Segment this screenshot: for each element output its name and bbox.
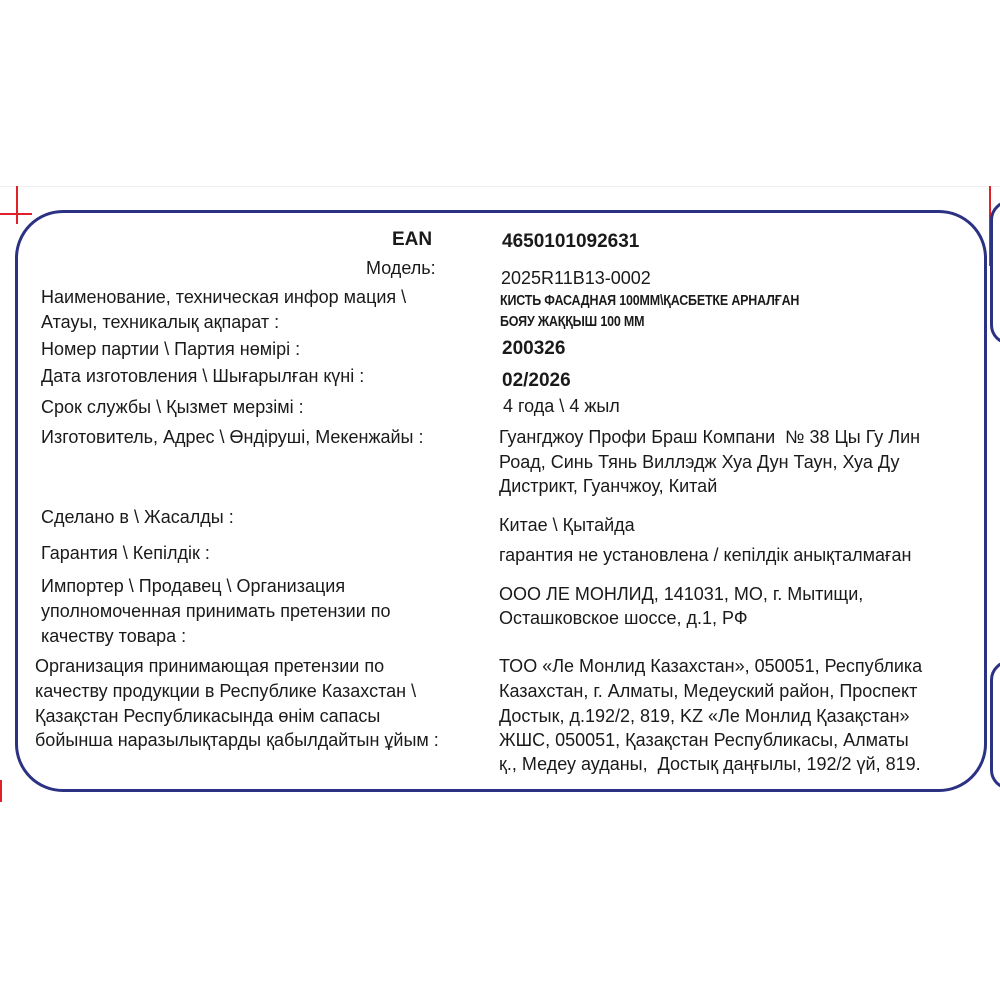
name-label-line-1: Наименование, техническая инфор мация \ xyxy=(41,287,407,307)
claims-org-label-line-4: бойынша наразылықтарды қабылдайтын ұйым : xyxy=(35,730,439,750)
importer-label-line-2: уполномоченная принимать претензии по xyxy=(41,601,391,621)
made-in-label: Сделано в \ Жасалды : xyxy=(41,507,234,527)
ean-value: 4650101092631 xyxy=(502,231,640,252)
crop-mark-vertical xyxy=(16,186,18,224)
claims-org-value-line-3: Достык, д.192/2, 819, KZ «Ле Монлид Қазақстан» xyxy=(499,706,910,726)
model-value: 2025R11B13-0002 xyxy=(501,268,651,288)
service-life-value: 4 года \ 4 жыл xyxy=(503,396,620,416)
importer-label-line-3: качеству товара : xyxy=(41,626,187,646)
manufacturer-label: Изготовитель, Адрес \ Өндіруші, Мекенжайы : xyxy=(41,427,424,447)
claims-org-label-line-3: Қазақстан Республикасында өнім сапасы xyxy=(35,706,381,726)
batch-label: Номер партии \ Партия нөмірі : xyxy=(41,339,301,359)
claims-org-value-line-4: ЖШС, 050051, Қазақстан Республикасы, Алматы xyxy=(499,730,909,750)
manufacture-date-label: Дата изготовления \ Шығарылған күні : xyxy=(41,366,365,386)
claims-org-label-line-1: Организация принимающая претензии по xyxy=(35,656,385,676)
crop-mark-bottom-left xyxy=(0,780,2,802)
name-label-line-2: Атауы, техникалық ақпарат : xyxy=(41,312,280,332)
warranty-label: Гарантия \ Кепілдік : xyxy=(41,543,210,563)
claims-org-label-line-2: качеству продукции в Республике Казахстан \ xyxy=(35,681,417,701)
manufacturer-value-line-1: Гуангджоу Профи Браш Компани № 38 Цы Гу Лин xyxy=(499,427,921,447)
claims-org-value-line-5: қ., Медеу ауданы, Достық даңғылы, 192/2 үй, 819. xyxy=(499,754,921,774)
claims-org-value-line-1: ТОО «Ле Монлид Казахстан», 050051, Республика xyxy=(499,656,923,676)
warranty-value: гарантия не установлена / кепілдік анықталмаған xyxy=(499,545,912,565)
ean-label: EAN xyxy=(392,229,433,250)
name-value-line-2: БОЯУ ЖАҚҚЫШ 100 ММ xyxy=(500,314,645,330)
manufacturer-value-line-2: Роад, Синь Тянь Виллэдж Хуа Дун Таун, Хуа Ду xyxy=(499,452,900,472)
name-value-line-1: КИСТЬ ФАСАДНАЯ 100ММ\ҚАСБЕТКЕ АРНАЛҒАН xyxy=(500,293,800,309)
made-in-value: Китае \ Қытайда xyxy=(499,515,635,535)
claims-org-value-line-2: Казахстан, г. Алматы, Медеуский район, Проспект xyxy=(499,681,918,701)
manufacturer-value-line-3: Дистрикт, Гуанчжоу, Китай xyxy=(499,476,718,496)
importer-value-line-1: ООО ЛЕ МОНЛИД, 141031, МО, г. Мытищи, xyxy=(499,584,864,604)
top-guide-line xyxy=(0,186,1000,187)
service-life-label: Срок службы \ Қызмет мерзімі : xyxy=(41,397,304,417)
batch-value: 200326 xyxy=(502,338,566,359)
neighbor-label-arc-top xyxy=(990,200,1000,345)
importer-value-line-2: Осташковское шоссе, д.1, РФ xyxy=(499,608,748,628)
manufacture-date-value: 02/2026 xyxy=(502,370,571,391)
importer-label-line-1: Импортер \ Продавец \ Организация xyxy=(41,576,346,596)
neighbor-label-arc-bottom xyxy=(990,660,1000,790)
model-label: Модель: xyxy=(366,258,436,278)
